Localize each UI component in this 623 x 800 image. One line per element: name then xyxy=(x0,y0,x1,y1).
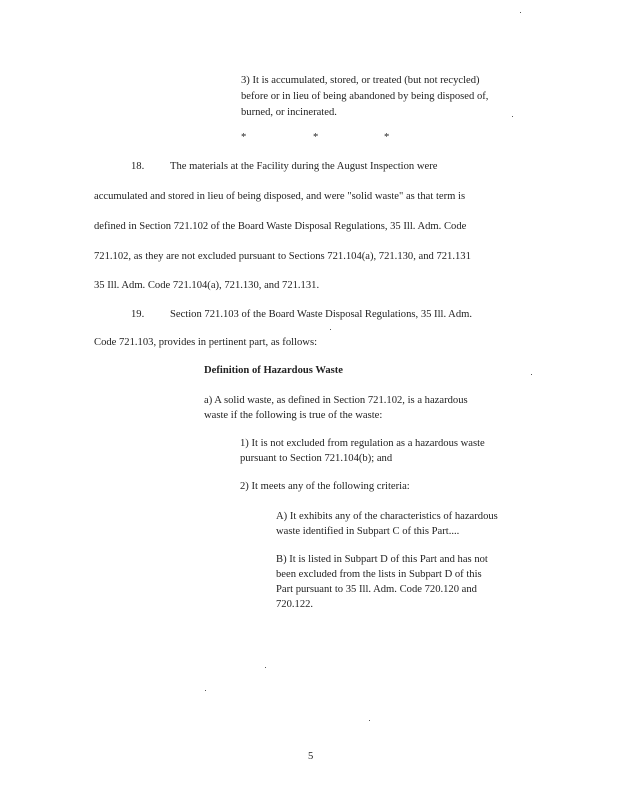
scan-speck xyxy=(205,690,206,691)
paragraph-19-number: 19. xyxy=(131,309,145,320)
definition-heading: Definition of Hazardous Waste xyxy=(204,365,343,376)
paragraph-18-number: 18. xyxy=(131,161,145,172)
asterisk-3: * xyxy=(384,132,390,143)
definition-item-B-line-3: Part pursuant to 35 Ill. Adm. Code 720.120 and xyxy=(276,584,477,595)
paragraph-18-line-4: 721.102, as they are not excluded pursuant to Sections 721.104(a), 721.130, and 721.131 xyxy=(94,251,471,262)
definition-item-B xyxy=(276,552,488,612)
definition-item-A-line-2: waste identified in Subpart C of this Part.... xyxy=(276,526,460,537)
scan-speck xyxy=(512,116,513,117)
scan-speck xyxy=(369,720,370,721)
quote-item-3-line-3: burned, or incinerated. xyxy=(241,107,337,118)
scan-speck xyxy=(531,374,532,375)
quote-item-3-line-1: 3) It is accumulated, stored, or treated (but not recycled) xyxy=(241,75,480,86)
scan-speck xyxy=(265,667,266,668)
definition-item-A xyxy=(276,509,498,539)
definition-item-1-line-1: 1) It is not excluded from regulation as a hazardous waste xyxy=(240,438,485,449)
scan-speck xyxy=(520,12,521,13)
paragraph-18-line-3: defined in Section 721.102 of the Board Waste Disposal Regulations, 35 Ill. Adm. Code xyxy=(94,221,467,232)
paragraph-18-line-5: 35 Ill. Adm. Code 721.104(a), 721.130, and 721.131. xyxy=(94,280,320,291)
asterisk-2: * xyxy=(313,132,319,143)
paragraph-19-line-2: Code 721.103, provides in pertinent part, as follows: xyxy=(94,337,318,348)
paragraph-18-line-1: The materials at the Facility during the August Inspection were xyxy=(170,161,438,172)
definition-item-a xyxy=(204,393,468,423)
definition-item-1 xyxy=(240,436,485,466)
definition-item-a-line-2: waste if the following is true of the waste: xyxy=(204,410,383,421)
definition-item-B-line-2: been excluded from the lists in Subpart D of this xyxy=(276,569,482,580)
page-number: 5 xyxy=(308,751,314,762)
quote-item-3-line-2: before or in lieu of being abandoned by being disposed of, xyxy=(241,91,489,102)
quote-item-3 xyxy=(241,73,488,121)
paragraph-19-line-1: Section 721.103 of the Board Waste Disposal Regulations, 35 Ill. Adm. xyxy=(170,309,473,320)
definition-item-1-line-2: pursuant to Section 721.104(b); and xyxy=(240,453,393,464)
definition-item-A-line-1: A) It exhibits any of the characteristics of hazardous xyxy=(276,511,498,522)
definition-item-B-line-4: 720.122. xyxy=(276,599,314,610)
definition-item-B-line-1: B) It is listed in Subpart D of this Part and has not xyxy=(276,554,488,565)
definition-item-a-line-1: a) A solid waste, as defined in Section 721.102, is a hazardous xyxy=(204,395,468,406)
paragraph-18-line-2: accumulated and stored in lieu of being disposed, and were "solid waste" as that term is xyxy=(94,191,466,202)
definition-item-2: 2) It meets any of the following criteria: xyxy=(240,481,410,492)
scan-speck xyxy=(330,329,331,330)
asterisk-1: * xyxy=(241,132,247,143)
